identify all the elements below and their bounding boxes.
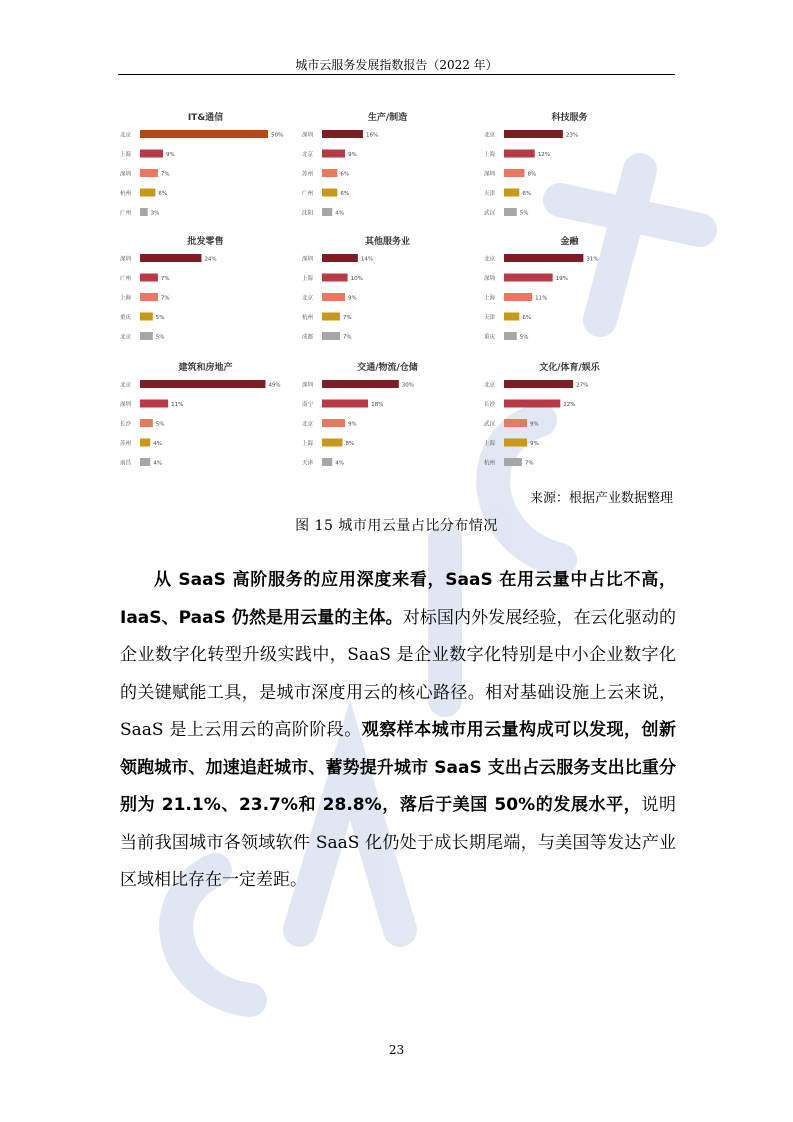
value-label: 19%	[555, 276, 568, 282]
bar	[322, 380, 399, 388]
bar	[504, 439, 527, 447]
bar	[322, 458, 332, 466]
category-label: 天津	[484, 191, 496, 197]
chart-panel-culture-sports	[482, 358, 657, 466]
chart-svg	[482, 232, 657, 340]
category-label: 北京	[484, 256, 496, 263]
bar	[322, 169, 337, 177]
value-label: 11%	[535, 295, 548, 302]
value-label: 7%	[524, 460, 534, 467]
value-label: 30%	[401, 382, 415, 389]
category-label: 南昌	[120, 460, 132, 467]
category-label: 苏州	[120, 441, 132, 447]
value-label: 27%	[576, 382, 589, 389]
chart-title: 批发零售	[187, 237, 224, 247]
bar	[322, 439, 342, 447]
value-label: 10%	[350, 276, 363, 282]
chart-svg	[482, 108, 657, 216]
bar	[322, 332, 340, 340]
category-label: 广州	[302, 191, 314, 197]
value-label: 6%	[340, 171, 350, 178]
category-label: 深圳	[120, 402, 132, 408]
value-label: 8%	[527, 171, 537, 178]
category-label: 成都	[302, 334, 314, 341]
category-label: 深圳	[120, 171, 132, 178]
running-header: 城市云服务发展指数报告（2022 年）	[295, 58, 498, 72]
bar	[322, 274, 348, 282]
bar	[504, 189, 519, 197]
value-label: 24%	[204, 256, 217, 263]
chart-panel-wholesale-retail	[118, 232, 293, 340]
value-label: 7%	[342, 315, 352, 321]
chart-svg	[300, 108, 475, 216]
bold-sentence-1: 从 SaaS 高阶服务的应用深度来看，SaaS 在用云量中占比不高，IaaS、PaaS 仍然是用云量的主体。	[120, 570, 676, 628]
value-label: 9%	[348, 295, 357, 302]
chart-title: 文化/体育/娱乐	[539, 363, 600, 373]
value-label: 7%	[160, 295, 170, 302]
bar	[504, 208, 517, 216]
category-label: 上海	[484, 441, 496, 447]
category-label: 上海	[120, 295, 132, 302]
chart-title: 交通/物流/仓储	[357, 363, 418, 373]
bar	[504, 332, 517, 340]
value-label: 8%	[345, 441, 355, 447]
bar	[140, 439, 150, 447]
text-sentence-4: 说明当前我国城市各领域软件 SaaS 化仍处于成长期尾端，与美国等发达产业区域相比存在一定差距。	[120, 795, 676, 890]
bar	[322, 189, 337, 197]
chart-panel-it-telecom	[118, 108, 293, 216]
value-label: 49%	[268, 382, 281, 389]
chart-panel-tech-services	[482, 108, 657, 216]
category-label: 深圳	[484, 276, 496, 282]
chart-panel-manufacturing	[300, 108, 475, 216]
value-label: 4%	[153, 460, 162, 467]
page-number: 23	[388, 1043, 405, 1057]
category-label: 上海	[302, 441, 314, 447]
category-label: 广州	[120, 276, 132, 282]
bar	[504, 458, 522, 466]
value-label: 11%	[171, 402, 184, 408]
category-label: 重庆	[120, 315, 132, 321]
bar	[504, 130, 563, 138]
category-label: 重庆	[484, 334, 496, 341]
bar	[504, 254, 583, 262]
value-label: 7%	[160, 171, 170, 178]
chart-title: IT&通信	[187, 113, 224, 123]
category-label: 上海	[484, 152, 496, 158]
category-label: 杭州	[120, 191, 132, 197]
figure-source-note: 来源：根据产业数据整理	[529, 491, 673, 506]
bar	[140, 208, 148, 216]
bar	[322, 419, 345, 427]
category-label: 南宁	[302, 402, 314, 408]
value-label: 6%	[340, 191, 350, 197]
bold-sentence-3: 观察样本城市用云量构成可以发现，创新领跑城市、加速追赶城市、蓄势提升城市 SaaS 支出占云服务支出比重分别为 21.1%、23.7%和 28.8%，落后于美国 50%的发展水平，	[120, 720, 677, 815]
chart-panel-transport-logistics	[300, 358, 475, 466]
value-label: 5%	[155, 421, 165, 428]
bar	[504, 313, 519, 321]
value-label: 4%	[153, 441, 162, 447]
bar	[322, 130, 363, 138]
bar	[322, 400, 368, 408]
bar	[322, 150, 345, 158]
bar	[504, 274, 553, 282]
category-label: 北京	[302, 152, 314, 158]
body-paragraph	[120, 562, 676, 900]
bar	[504, 419, 527, 427]
bar	[322, 254, 358, 262]
bar	[140, 130, 268, 138]
category-label: 深圳	[302, 256, 314, 263]
bar	[322, 293, 345, 301]
chart-title: 建筑和房地产	[178, 363, 233, 373]
chart-grid	[118, 108, 673, 473]
value-label: 5%	[155, 334, 165, 341]
value-label: 7%	[160, 276, 170, 282]
value-label: 16%	[365, 132, 379, 139]
bar	[140, 150, 163, 158]
bar	[140, 293, 158, 301]
category-label: 天津	[302, 460, 314, 467]
category-label: 广州	[120, 210, 132, 217]
value-label: 7%	[342, 334, 352, 341]
value-label: 9%	[348, 152, 357, 158]
chart-svg	[300, 358, 475, 466]
category-label: 长沙	[484, 402, 496, 408]
category-label: 武汉	[484, 210, 496, 217]
category-label: 深圳	[484, 171, 496, 178]
value-label: 5%	[155, 315, 165, 321]
value-label: 4%	[335, 460, 344, 467]
category-label: 深圳	[302, 132, 314, 139]
bar	[504, 400, 560, 408]
chart-title: 科技服务	[551, 113, 588, 123]
value-label: 9%	[530, 421, 539, 428]
value-label: 18%	[371, 402, 384, 408]
value-label: 6%	[522, 315, 532, 321]
bar	[140, 274, 158, 282]
category-label: 深圳	[302, 382, 314, 389]
chart-svg	[118, 358, 293, 466]
chart-svg	[300, 232, 475, 340]
category-label: 杭州	[302, 315, 314, 321]
bar	[140, 313, 153, 321]
bar	[140, 400, 168, 408]
bar	[140, 169, 158, 177]
value-label: 6%	[158, 191, 168, 197]
category-label: 苏州	[302, 171, 314, 178]
category-label: 深圳	[120, 256, 132, 263]
chart-title: 其他服务业	[364, 237, 411, 247]
bar	[504, 169, 524, 177]
header-rule	[118, 74, 675, 75]
category-label: 北京	[302, 295, 314, 302]
bar	[504, 150, 535, 158]
category-label: 北京	[302, 421, 314, 428]
text-sentence-2: 对标国内外发展经验，在云化驱动的企业数字化转型升级实践中，SaaS 是企业数字化特别是中小企业数字化的关键赋能工具，是城市深度用云的核心路径。相对基础设施上云来说，SaaS 是上云用云的高阶阶段。	[120, 607, 677, 740]
category-label: 北京	[484, 132, 496, 139]
category-label: 上海	[120, 152, 132, 158]
bar	[322, 313, 340, 321]
bar	[504, 380, 573, 388]
value-label: 9%	[166, 152, 175, 158]
value-label: 3%	[150, 210, 160, 217]
category-label: 天津	[484, 315, 496, 321]
chart-title: 生产/制造	[367, 113, 408, 123]
category-label: 杭州	[484, 460, 496, 467]
category-label: 上海	[484, 295, 496, 302]
value-label: 5%	[519, 334, 529, 341]
chart-panel-other-services	[300, 232, 475, 340]
category-label: 沈阳	[302, 210, 314, 217]
chart-title: 金融	[560, 237, 579, 247]
bar	[140, 458, 150, 466]
value-label: 9%	[348, 421, 357, 428]
chart-panel-finance	[482, 232, 657, 340]
value-label: 50%	[271, 132, 284, 139]
bar	[140, 419, 153, 427]
category-label: 长沙	[120, 421, 132, 428]
value-label: 6%	[522, 191, 532, 197]
value-label: 14%	[360, 256, 374, 263]
category-label: 上海	[302, 276, 314, 282]
value-label: 22%	[563, 402, 576, 408]
category-label: 北京	[120, 382, 132, 389]
value-label: 4%	[335, 210, 344, 217]
bar	[140, 189, 155, 197]
category-label: 北京	[120, 132, 132, 139]
bar	[504, 293, 532, 301]
value-label: 9%	[530, 441, 539, 447]
chart-svg	[118, 108, 293, 216]
value-label: 31%	[586, 256, 599, 263]
chart-svg	[118, 232, 293, 340]
value-label: 12%	[537, 152, 550, 158]
value-label: 23%	[565, 132, 579, 139]
category-label: 北京	[484, 382, 496, 389]
bar	[140, 380, 265, 388]
chart-svg	[482, 358, 657, 466]
figure-caption: 图 15 城市用云量占比分布情况	[295, 518, 498, 534]
category-label: 武汉	[484, 421, 496, 428]
bar	[140, 332, 153, 340]
bar	[140, 254, 201, 262]
value-label: 5%	[519, 210, 529, 217]
bar	[322, 208, 332, 216]
category-label: 北京	[120, 334, 132, 341]
chart-panel-construction-realestate	[118, 358, 293, 466]
